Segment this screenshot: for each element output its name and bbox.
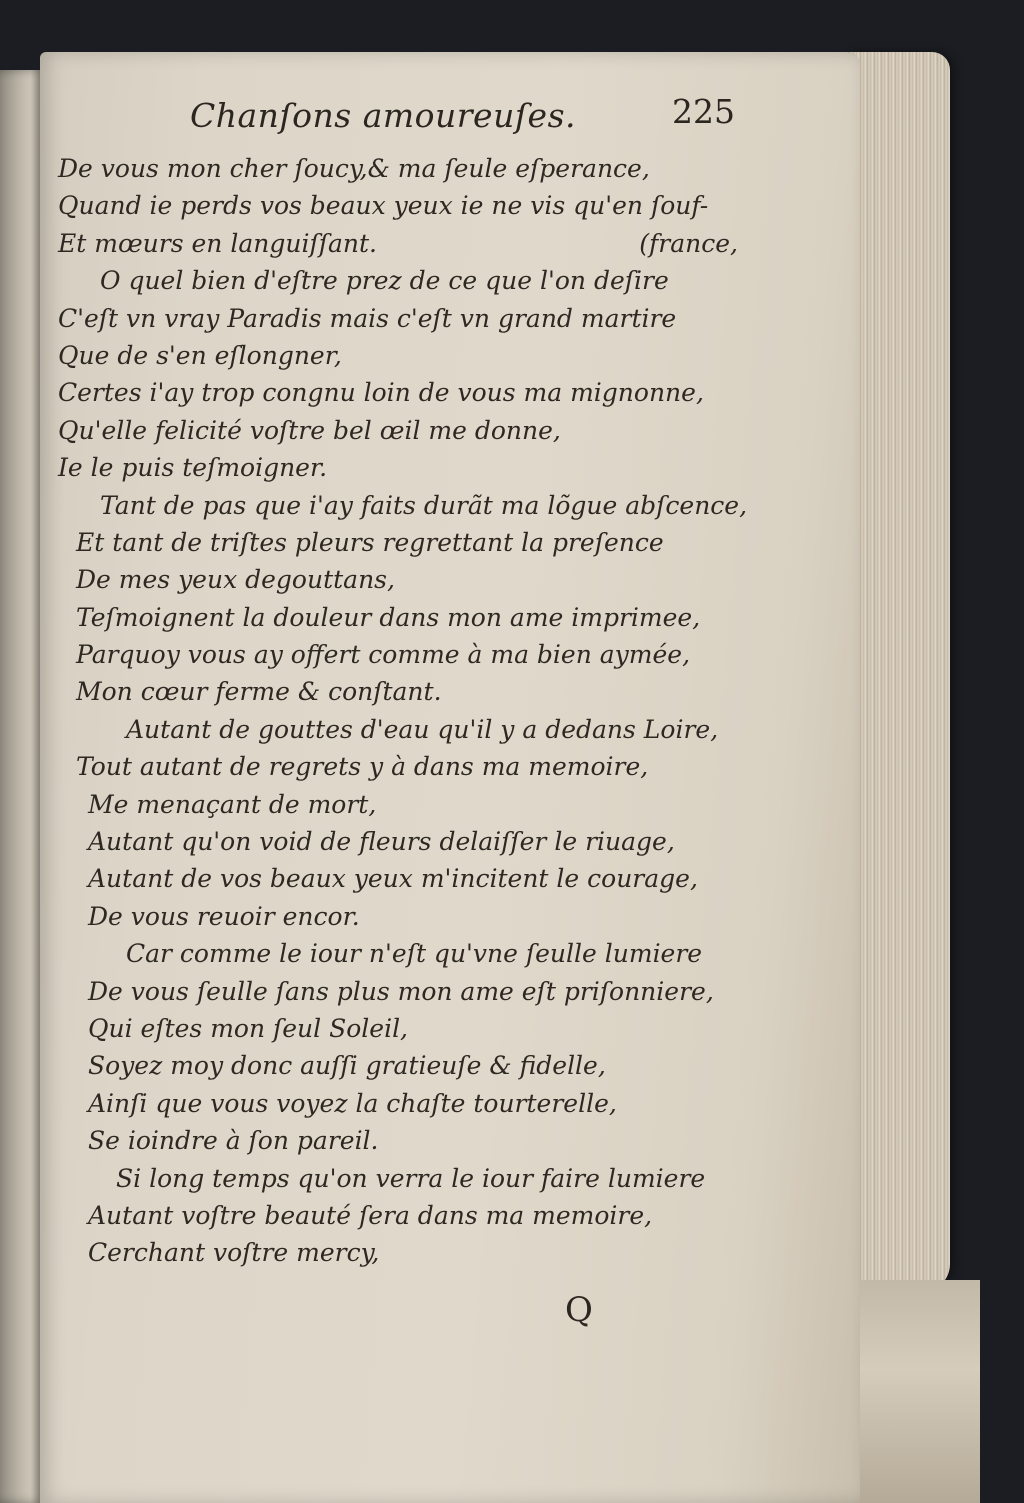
text-line: De vous ſeulle ſans plus mon ame eſt priſonniere, — [88, 976, 714, 1006]
text-line: Cerchant voſtre mercy, — [88, 1238, 380, 1268]
text-line: Autant de gouttes d'eau qu'il y a dedans Loire, — [126, 714, 719, 744]
text-line: Autant qu'on void de fleurs delaiſſer le riuage, — [88, 827, 675, 857]
signature-mark: Q — [565, 1290, 593, 1330]
text-line: Et tant de triſtes pleurs regrettant la preſence — [76, 527, 664, 557]
text-line-overhang: (france, — [639, 228, 738, 258]
text-line: Ainſi que vous voyez la chaſte tourterelle, — [88, 1088, 617, 1118]
text-line: De vous reuoir encor. — [88, 901, 360, 931]
poem-text — [58, 150, 758, 1272]
page-fore-edge — [850, 52, 950, 1292]
text-line: Tant de pas que i'ay faits durãt ma lõgue abſcence, — [100, 490, 748, 520]
text-line: Soyez moy donc auſſi gratieuſe & fidelle, — [88, 1051, 606, 1081]
facing-page-edge — [0, 70, 44, 1503]
text-line: Me menaçant de mort, — [88, 789, 377, 819]
text-line: Qui eſtes mon ſeul Soleil, — [88, 1013, 409, 1043]
text-line: Ie le puis teſmoigner. — [58, 453, 328, 483]
text-line: Autant voſtre beauté ſera dans ma memoire, — [88, 1200, 653, 1230]
text-line: Se ioindre à ſon pareil. — [88, 1126, 379, 1156]
text-line: Qu'elle felicité voſtre bel œil me donne, — [58, 415, 561, 445]
text-line: Mon cœur ferme & conſtant. — [76, 677, 442, 707]
text-line-main: Et mœurs en languiſſant. — [58, 228, 377, 258]
text-line: De mes yeux degouttans, — [76, 565, 395, 595]
text-line: Car comme le iour n'eſt qu'vne ſeulle lumiere — [126, 939, 703, 969]
text-line: Parquoy vous ay offert comme à ma bien aymée, — [76, 640, 691, 670]
text-line: Si long temps qu'on verra le iour faire lumiere — [116, 1163, 706, 1193]
text-line: Que de s'en eſlongner, — [58, 340, 342, 370]
text-line: Teſmoignent la douleur dans mon ame imprimee, — [76, 602, 701, 632]
text-line: O quel bien d'eſtre prez de ce que l'on deſire — [100, 266, 669, 296]
text-line: Autant de vos beaux yeux m'incitent le courage, — [88, 864, 698, 894]
text-line: De vous mon cher ſoucy,& ma ſeule eſperance, — [58, 154, 650, 183]
text-line: Quand ie perds vos beaux yeux ie ne vis qu'en ſouf- — [58, 191, 709, 221]
page-fore-edge-lower — [850, 1280, 980, 1503]
page-header — [190, 92, 750, 146]
text-line: Certes i'ay trop congnu loin de vous ma mignonne, — [58, 378, 704, 408]
running-title: Chanſons amoureuſes. — [190, 96, 577, 135]
text-line — [58, 225, 758, 262]
text-line: C'eſt vn vray Paradis mais c'eſt vn grand martire — [58, 303, 677, 333]
text-line: Tout autant de regrets y à dans ma memoire, — [76, 752, 649, 782]
page-number: 225 — [672, 92, 735, 131]
